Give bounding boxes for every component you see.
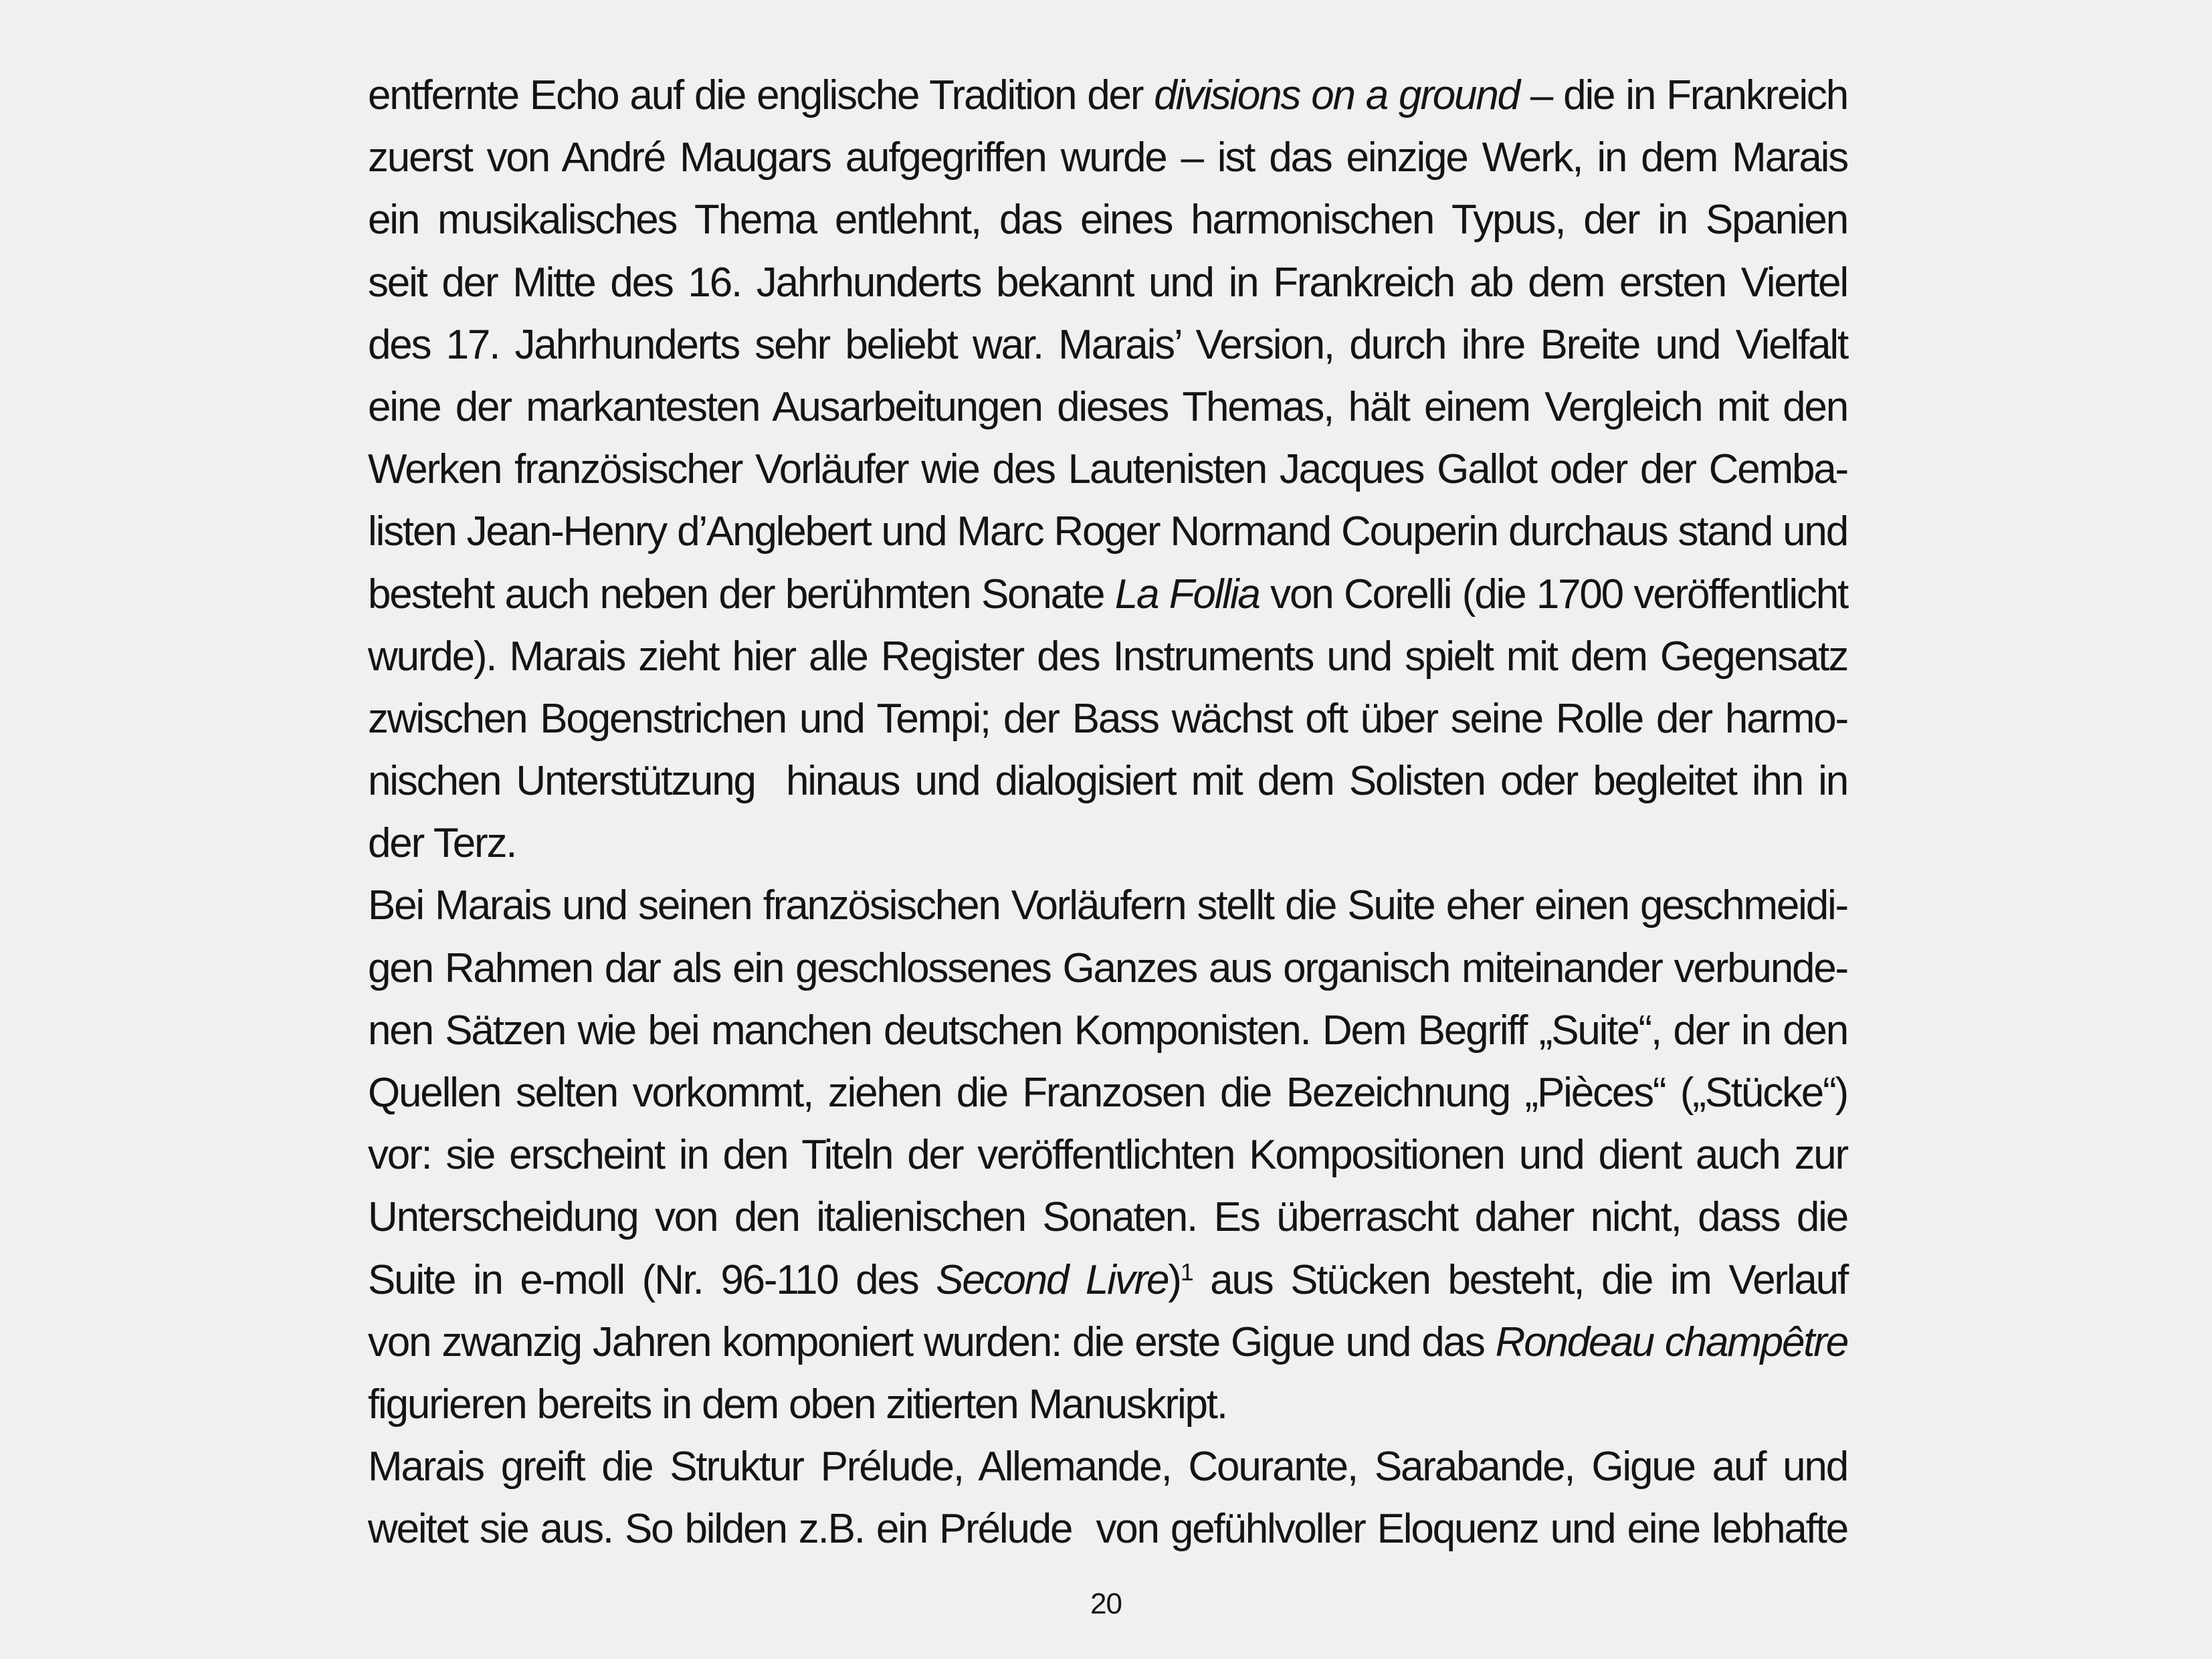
text-line (368, 1311, 1847, 1373)
text-line (368, 500, 1847, 563)
text-run: besteht auch neben der berühmten Sonate (368, 571, 1115, 617)
text-line (368, 750, 1847, 812)
text-run: entfernte Echo auf die englische Tradition der (368, 72, 1154, 118)
text-line (368, 1249, 1847, 1311)
text-run: ein musikalisches Thema entlehnt, das eines harmonischen Typus, der in Spanien (368, 197, 1847, 243)
text-run: vor: sie erscheint in den Titeln der veröffentlichten Kompositionen und dient auch zur (368, 1132, 1847, 1179)
footnote-marker: 1 (1180, 1258, 1193, 1286)
text-line (368, 126, 1847, 189)
text-run: Unterscheidung von den italienischen Sonaten. Es überrascht daher nicht, dass die (368, 1194, 1847, 1241)
paragraph (368, 64, 1847, 874)
text-run: seit der Mitte des 16. Jahrhunderts bekannt und in Frankreich ab dem ersten Viertel (368, 259, 1847, 306)
text-run: zuerst von André Maugars aufgegriffen wurde – ist das einzige Werk, in dem Marais (368, 134, 1847, 181)
text-line (368, 563, 1847, 625)
text-run: Marais greift die Struktur Prélude, Allemande, Courante, Sarabande, Gigue auf und (368, 1444, 1847, 1490)
text-run: zwischen Bogenstrichen und Tempi; der Bass wächst oft über seine Rolle der harmo- (368, 695, 1847, 742)
text-run: ) (1168, 1256, 1181, 1303)
text-run: von zwanzig Jahren komponiert wurden: die erste Gigue und das (368, 1319, 1496, 1365)
text-run: listen Jean-Henry d’Anglebert und Marc Roger Normand Couperin durchaus stand und (368, 508, 1847, 555)
text-run: wurde). Marais zieht hier alle Register des Instruments und spielt mit dem Gegensatz (368, 633, 1847, 680)
italic-title: Rondeau champêtre (1495, 1319, 1847, 1365)
text-run: Werken französischer Vorläufer wie des Lautenisten Jacques Gallot oder der Cemba- (368, 446, 1847, 493)
text-line (368, 252, 1847, 314)
text-run: figurieren bereits in dem oben zitierten Manuskript. (368, 1381, 1227, 1428)
text-line (368, 625, 1847, 688)
text-run: aus Stücken besteht, die im Verlauf (1192, 1256, 1847, 1303)
text-run: Bei Marais und seinen französischen Vorläufern stellt die Suite eher einen geschmeidi- (368, 882, 1847, 929)
text-line (368, 1062, 1847, 1124)
page-number: 20 (1090, 1587, 1122, 1620)
italic-title: La Follia (1114, 571, 1260, 617)
paragraph (368, 1436, 1847, 1560)
text-run: nischen Unterstützung hinaus und dialogisiert mit dem Solisten oder begleitet ihn in (368, 758, 1847, 805)
body-text (368, 64, 1847, 1561)
text-run: des 17. Jahrhunderts sehr beliebt war. Marais’ Version, durch ihre Breite und Vielfalt (368, 321, 1847, 368)
text-run: der Terz. (368, 820, 516, 867)
italic-title: divisions on a ground (1154, 72, 1519, 118)
text-line (368, 812, 1847, 874)
text-line (368, 189, 1847, 251)
text-run: von Corelli (die 1700 veröffentlicht (1259, 571, 1847, 617)
text-line (368, 1498, 1847, 1560)
text-line (368, 438, 1847, 500)
text-line (368, 314, 1847, 376)
text-line (368, 64, 1847, 126)
text-line (368, 1124, 1847, 1186)
text-line (368, 1186, 1847, 1248)
text-run: eine der markantesten Ausarbeitungen dieses Themas, hält einem Vergleich mit den (368, 383, 1847, 430)
text-run: nen Sätzen wie bei manchen deutschen Komponisten. Dem Begriff „Suite“, der in den (368, 1007, 1847, 1054)
text-line (368, 999, 1847, 1062)
text-run: Quellen selten vorkommt, ziehen die Franzosen die Bezeichnung „Pièces“ („Stücke“) (368, 1070, 1847, 1116)
text-line (368, 376, 1847, 438)
text-run: Suite in e-moll (Nr. 96-110 des (368, 1256, 936, 1303)
paragraph (368, 874, 1847, 1436)
text-line (368, 937, 1847, 999)
text-run: – die in Frankreich (1518, 72, 1848, 118)
text-run: weitet sie aus. So bilden z.B. ein Prélude von gefühlvoller Eloquenz und eine lebhafte (368, 1506, 1847, 1553)
text-line (368, 874, 1847, 937)
text-line (368, 688, 1847, 750)
text-line (368, 1436, 1847, 1498)
text-run: gen Rahmen dar als ein geschlossenes Ganzes aus organisch miteinander verbunde- (368, 945, 1847, 991)
italic-title: Second Livre (936, 1256, 1169, 1303)
text-line (368, 1373, 1847, 1436)
